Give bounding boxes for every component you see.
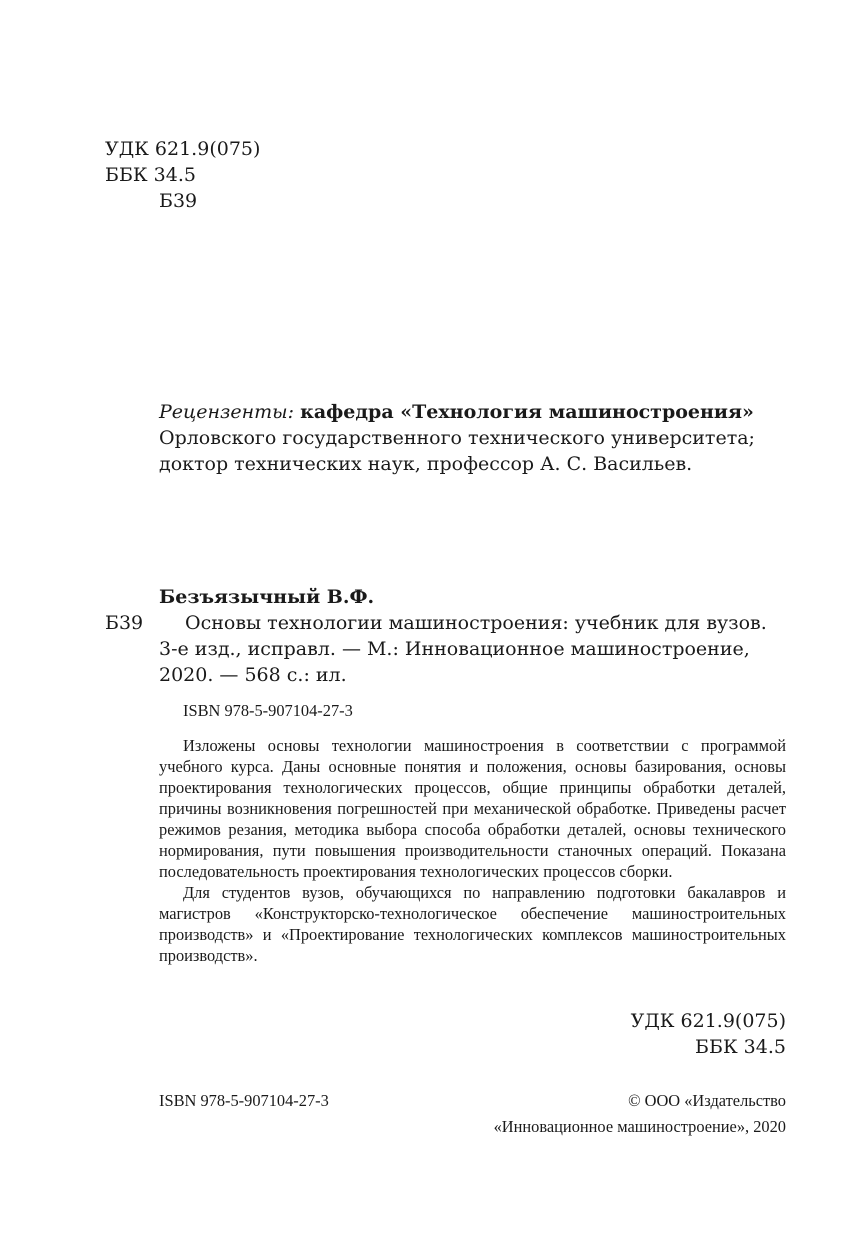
bibliography-line-3: 2020. — 568 с.: ил. xyxy=(159,664,347,686)
reviewers-department: кафедра «Технология машиностроения» xyxy=(300,401,754,423)
bibliography-description xyxy=(159,610,786,688)
udk-code-top: УДК 621.9(075) xyxy=(105,138,261,160)
annotation xyxy=(159,735,786,966)
reviewers-line-2: Орловского государственного технического университета; xyxy=(159,427,755,449)
isbn-footer: ISBN 978-5-907104-27-3 xyxy=(159,1091,329,1110)
bbk-code-bottom: ББК 34.5 xyxy=(695,1036,786,1058)
reviewers-line-1 xyxy=(159,399,799,425)
bibliography-line-2: 3-е изд., исправл. — М.: Инновационное машиностроение, xyxy=(159,638,750,660)
annotation-paragraph-2: Для студентов вузов, обучающихся по направлению подготовки бакалавров и магистров «Конструкторско-технологическое обеспечение машиностроительных производств» и «Проектирование технологических комплексов машиностроительных производств». xyxy=(159,883,786,965)
udk-code-bottom: УДК 621.9(075) xyxy=(630,1010,786,1032)
reviewers-line-3: доктор технических наук, профессор А. С. Васильев. xyxy=(159,453,693,475)
reviewers-label: Рецензенты: xyxy=(159,401,295,423)
annotation-paragraph-1: Изложены основы технологии машиностроения в соответствии с программой учебного курса. Даны основные понятия и положения, основы базирования, основы проектирования технологических процессов, общие принципы обработки деталей, причины возникновения погрешностей при механической обработке. Приведены расчет режимов резания, методика выбора способа обработки деталей, основы технического нормирования, пути повышения производительности станочных операций. Показана последовательность проектирования технологических процессов сборки. xyxy=(159,736,786,881)
bibliography-line-1: Основы технологии машиностроения: учебник для вузов. xyxy=(185,612,767,634)
copyright-line-2: «Инновационное машиностроение», 2020 xyxy=(493,1117,786,1136)
author-code-top: Б39 xyxy=(159,190,198,212)
copyright-line-1: © ООО «Издательство xyxy=(628,1091,786,1110)
copyright-notice xyxy=(494,1091,786,1137)
isbn-main: ISBN 978-5-907104-27-3 xyxy=(183,701,353,720)
bbk-code-top: ББК 34.5 xyxy=(105,164,196,186)
reviewers-block xyxy=(159,399,799,477)
author-name: Безъязычный В.Ф. xyxy=(159,586,375,608)
bibliography-code: Б39 xyxy=(105,612,144,634)
